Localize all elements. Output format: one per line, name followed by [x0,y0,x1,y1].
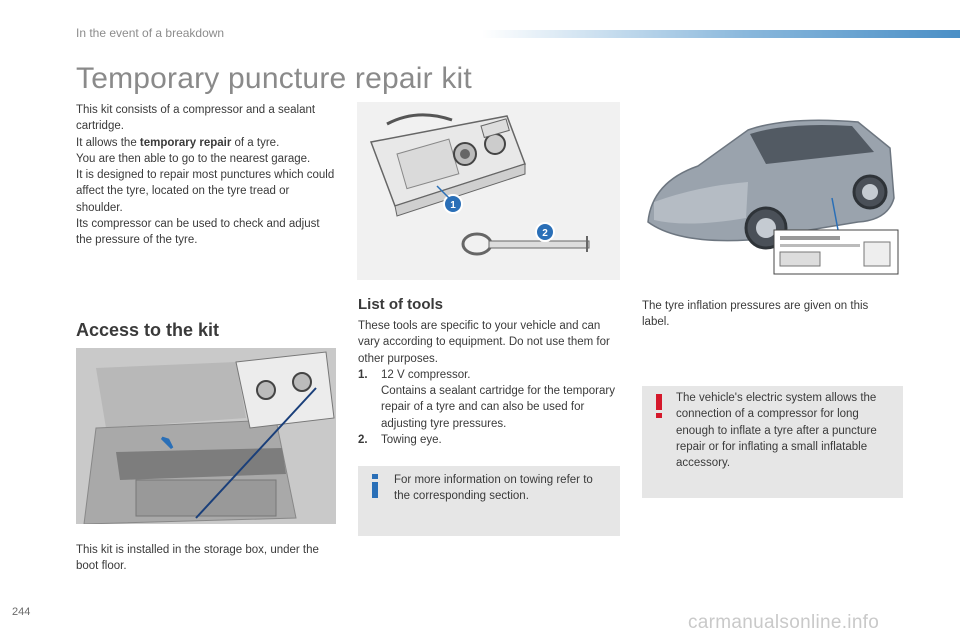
tools-list-item [358,367,622,432]
tools-list-item [358,432,622,448]
tools-intro: These tools are specific to your vehicle and can vary according to equipment. Do not use them for other purposes. [358,320,610,365]
tools-item-text: Towing eye. [381,434,442,447]
callout-1-label: 1 [450,200,456,211]
intro-line: This kit consists of a compressor and a sealant cartridge. [76,104,316,133]
warning-note [642,386,903,498]
intro-line: You are then able to go to the nearest garage. [76,152,311,165]
page-number: 244 [12,606,31,618]
tyre-label-text: The tyre inflation pressures are given on this label. [642,300,869,329]
car-image [638,102,900,280]
compressor-and-towing-eye-image [357,102,620,280]
tools-section-title: List of tools [358,296,443,313]
tools-content [358,318,622,448]
section-header: In the event of a breakdown [76,26,225,40]
boot-illustration [76,348,336,524]
tools-item-text: 12 V compressor. Contains a sealant cartridge for the temporary repair of a tyre and can also be used for adjusting tyre pressures. [381,368,615,430]
intro-text: of a tyre. [231,136,280,149]
intro-text: It allows the [76,136,140,149]
intro-bold-text: temporary repair [139,136,232,149]
intro-line: It is designed to repair most punctures which could affect the tyre, located on the tyre tread or shoulder. [76,169,335,214]
info-note [358,466,620,536]
tools-illustration [357,102,620,280]
boot-image [76,348,336,524]
info-note-text: For more information on towing refer to the corresponding section. [394,474,593,503]
intro-line [76,135,338,151]
intro-paragraph [76,102,338,249]
access-caption: This kit is installed in the storage box, under the boot floor. [76,544,319,573]
access-section-title: Access to the kit [76,320,220,340]
page-title: Temporary puncture repair kit [76,62,472,95]
warning-icon [654,394,664,418]
tools-item-number: 1. [358,368,368,381]
warning-note-text: The vehicle's electric system allows the connection of a compressor for long enough to inflate a tyre after a puncture repair or for inflating a small inflatable accessory. [676,392,877,470]
tools-list [358,367,622,448]
car-label-illustration [638,102,900,280]
header-accent-bar [482,30,960,38]
intro-line: Its compressor can be used to check and adjust the pressure of the tyre. [76,218,320,247]
callout-2-label: 2 [542,228,548,239]
info-icon [368,474,382,498]
watermark: carmanualsonline.info [688,612,880,633]
tools-item-number: 2. [358,434,368,447]
